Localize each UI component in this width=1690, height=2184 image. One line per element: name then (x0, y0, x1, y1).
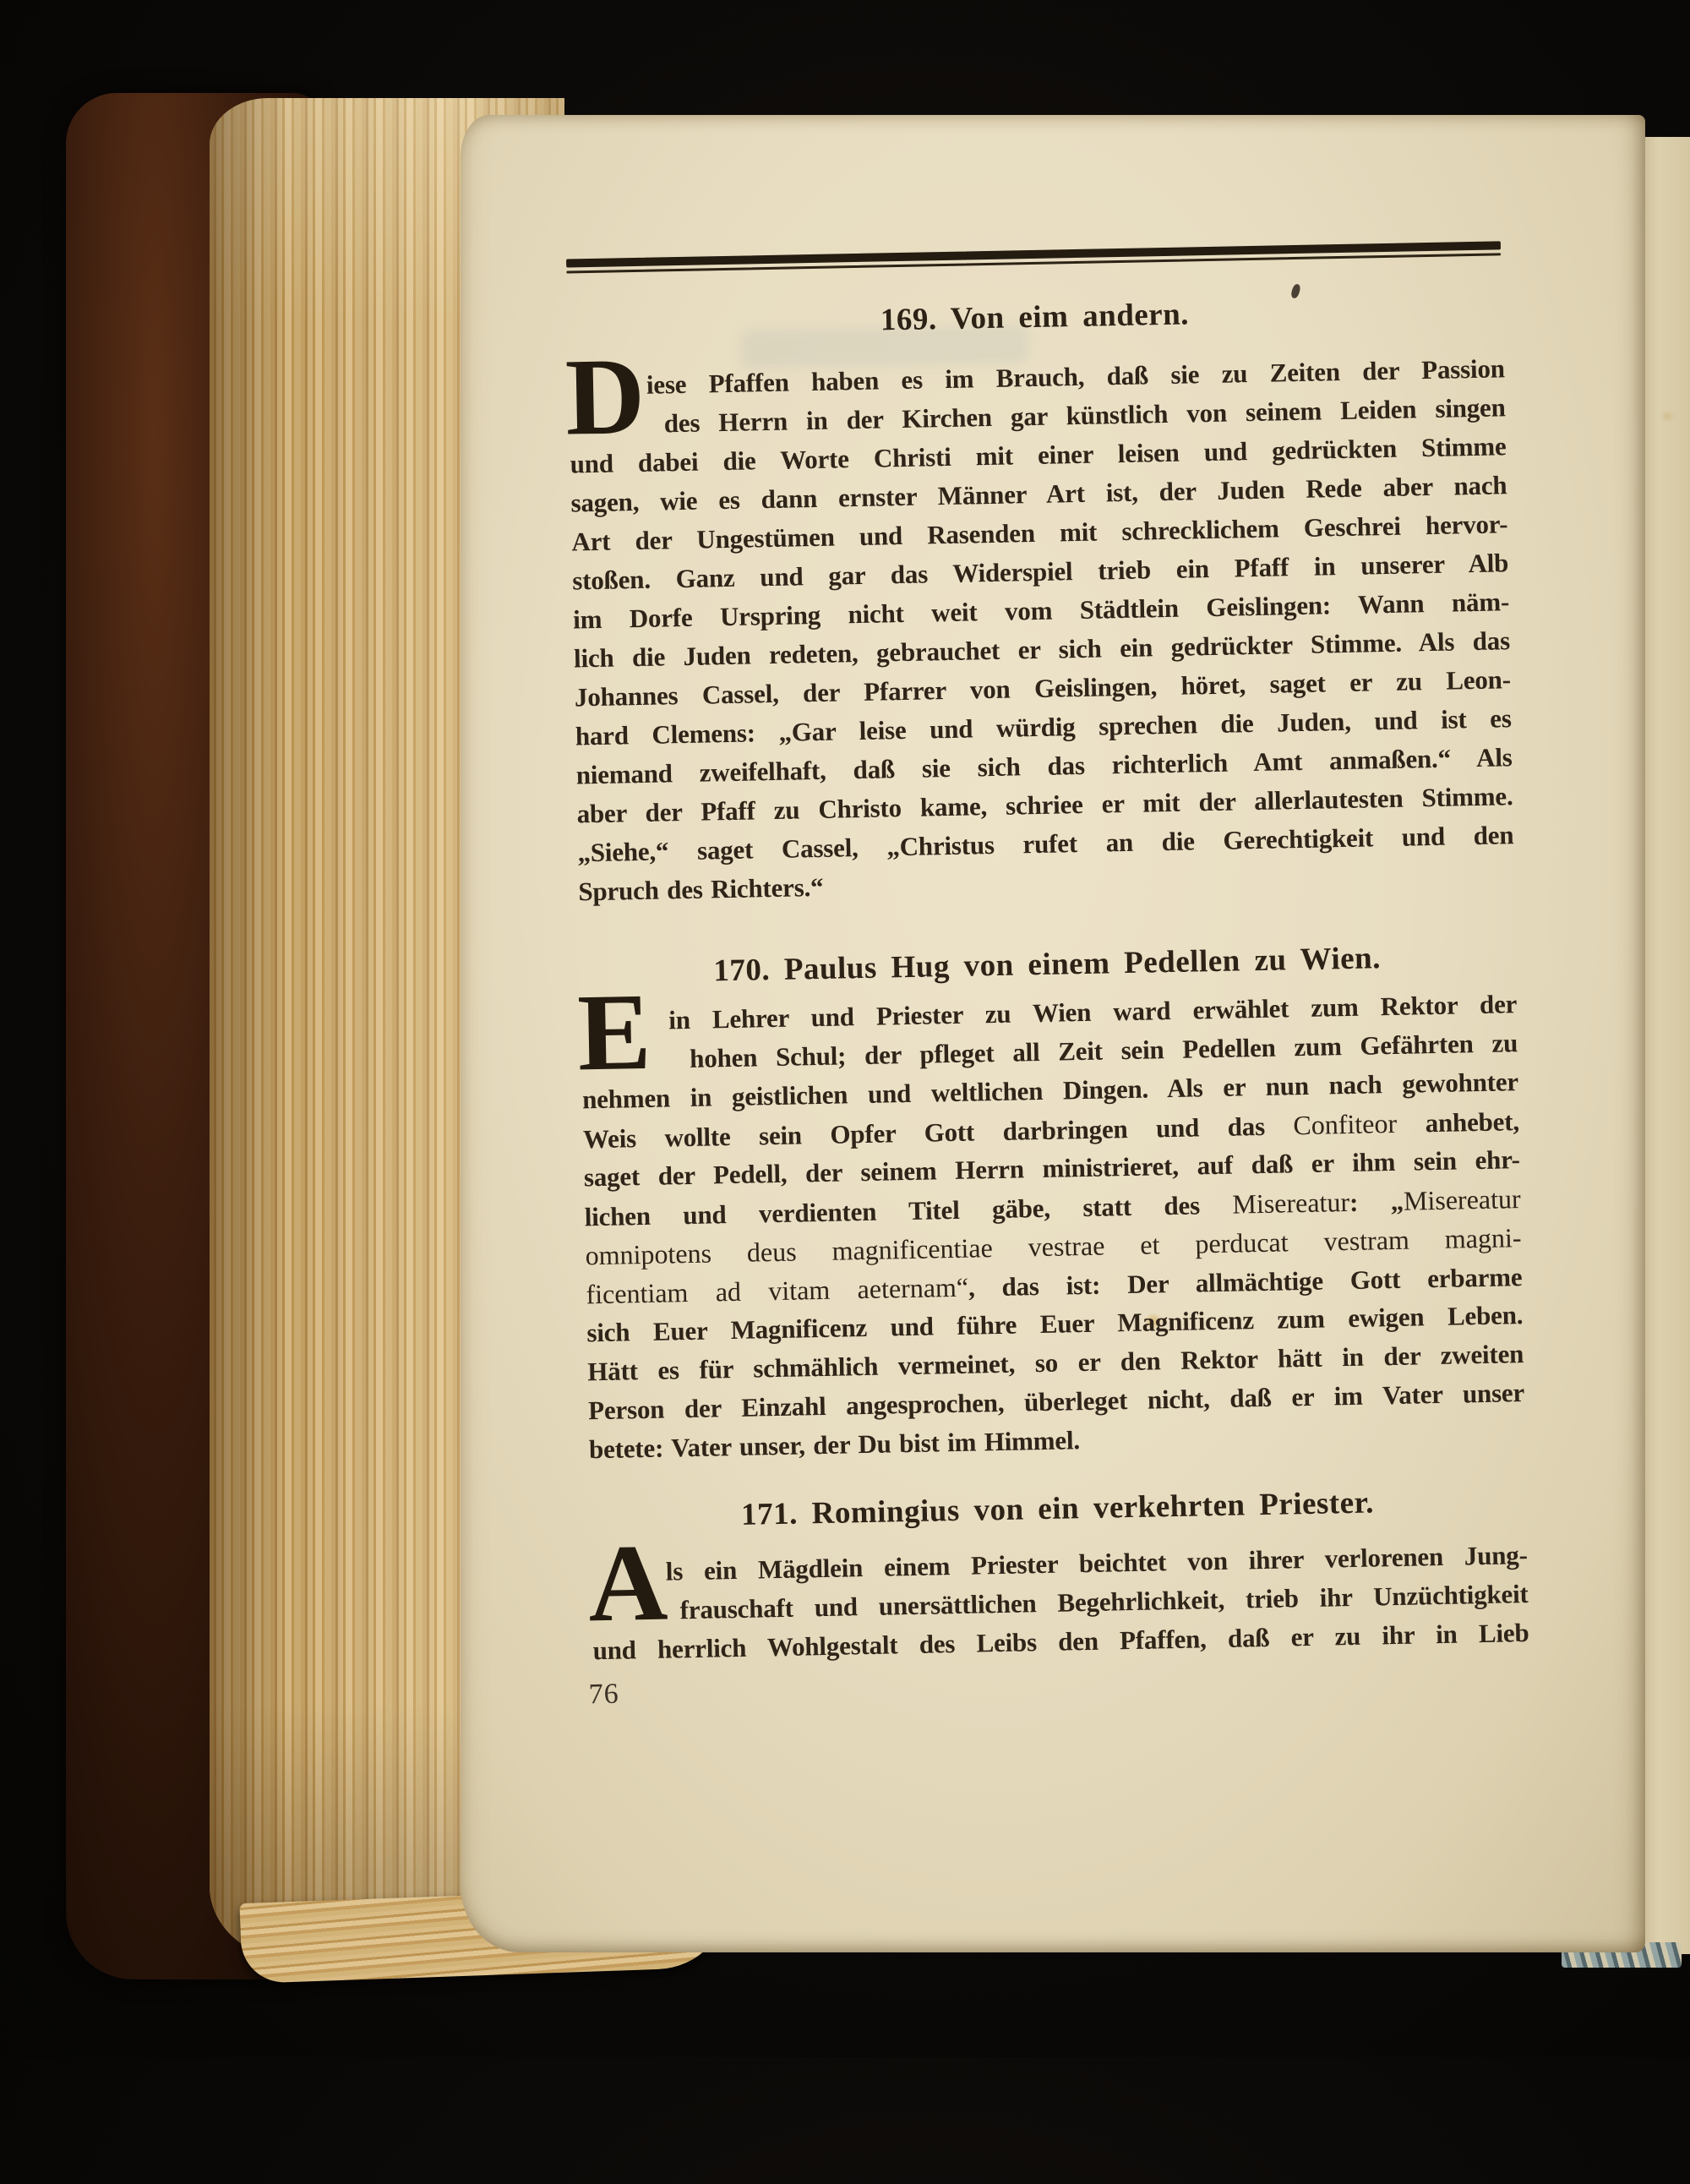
fraktur-text: lichen und verdienten Titel gäbe, statt des (584, 1189, 1233, 1232)
text-line: lich die Juden redeten, gebrauchet er sich ein gedrückter Stimme. Als das (573, 625, 1511, 674)
text-line: stoßen. Ganz und gar das Widerspiel trieb ein Pfaff in unserer Alb (571, 548, 1509, 596)
text-line: in Lehrer und Priester zu Wien ward erwählet zum Rektor der (668, 989, 1518, 1035)
latin-antiqua-text: Misereatur (1403, 1183, 1521, 1216)
story-heading-171: 171. Romingius von ein verkehrten Priester. (740, 1485, 1375, 1532)
fraktur-text: , das ist: Der allmächtige Gott erbarme (968, 1262, 1523, 1302)
text-line: im Dorfe Urspring nicht weit vom Städtlein Geislingen: Wann näm- (572, 587, 1510, 635)
text-line: sich Euer Magnificenz und führe Euer Magnificenz zum ewigen Leben. (586, 1300, 1524, 1348)
page-number: 76 (588, 1678, 619, 1711)
latin-antiqua-text: ficentiam ad vitam aeternam“ (586, 1271, 969, 1310)
text-line: Spruch des Richters.“ (578, 871, 824, 907)
story-paragraph-170 (576, 970, 1525, 1469)
text-line: iese Pfaffen haben es im Brauch, daß sie zu Zeiten der Passion (646, 353, 1506, 400)
text-line: hard Clemens: „Gar leise und würdig sprechen die Juden, und ist es (575, 703, 1512, 751)
text-line: Hätt es für schmählich vermeinet, so er den Rektor hätt in der zweiten (586, 1339, 1524, 1387)
latin-antiqua-text: Misereatur (1232, 1186, 1350, 1220)
drop-cap-initial: E (576, 970, 652, 1095)
story-paragraph-171 (586, 1521, 1529, 1670)
bookmark-ribbon (1560, 1964, 1690, 2184)
printed-text-block (561, 0, 1537, 2066)
text-line: aber der Pfaff zu Christo kame, schriee er mit der allerlautesten Stimme. (576, 781, 1513, 829)
paper-stain (1662, 412, 1672, 420)
text-line: Person der Einzahl angesprochen, überleget nicht, daß er im Vater unser (587, 1378, 1525, 1426)
story-paragraph-169 (564, 335, 1514, 911)
text-line: saget der Pedell, der seinem Herrn ministrieret, auf daß er ihm sein ehr- (583, 1144, 1521, 1193)
text-line: des Herrn in der Kirchen gar künstlich von seinem Leiden singen (663, 392, 1506, 439)
latin-antiqua-text: Confiteor (1293, 1107, 1398, 1141)
fraktur-text: Weis wollte sein Opfer Gott darbringen und das (582, 1111, 1294, 1155)
underlying-page-edge (1638, 137, 1690, 1954)
fraktur-text: anhebet, (1396, 1106, 1520, 1138)
drop-cap-initial: A (586, 1521, 669, 1646)
text-line: Johannes Cassel, der Pfarrer von Geislingen, höret, saget er zu Leon- (574, 664, 1512, 713)
text-line: frauschaft und unersättlichen Begehrlichkeit, trieb ihr Unzüchtigkeit (679, 1578, 1529, 1625)
text-line: hohen Schul; der pfleget all Zeit sein Pedellen zum Gefährten zu (689, 1028, 1518, 1073)
latin-antiqua-text: omnipotens deus magnificentiae vestrae et perducat vestram magni- (585, 1222, 1522, 1271)
drop-cap-initial: D (564, 335, 646, 459)
text-line: Art der Ungestümen und Rasenden mit schrecklichem Geschrei hervor- (571, 509, 1508, 557)
text-line: und dabei die Worte Christi mit einer leisen und gedrückten Stimme (570, 431, 1507, 479)
text-line: „Siehe,“ saget Cassel, „Christus rufet an die Gerechtigkeit und den (577, 820, 1514, 868)
text-line: niemand zweifelhaft, daß sie sich das richterlich Amt anmaßen.“ Als (575, 742, 1513, 790)
fraktur-text: : „ (1349, 1186, 1404, 1217)
text-line: und herrlich Wohlgestalt des Leibs den Pfaffen, daß er zu ihr in Lieb (592, 1617, 1529, 1666)
text-line: betete: Vater unser, der Du bist im Himmel. (588, 1425, 1081, 1465)
ornamental-rule (566, 241, 1501, 273)
text-line: nehmen in geistlichen und weltlichen Dingen. Als er nun nach gewohnter (581, 1067, 1519, 1115)
text-line: ls ein Mägdlein einem Priester beichtet von ihrer verlorenen Jung- (665, 1540, 1528, 1586)
story-heading-169: 169. Von eim andern. (880, 297, 1190, 338)
text-line: sagen, wie es dann ernster Männer Art ist, der Juden Rede aber nach (570, 470, 1507, 518)
story-heading-170: 170. Paulus Hug von einem Pedellen zu Wien. (712, 941, 1382, 989)
